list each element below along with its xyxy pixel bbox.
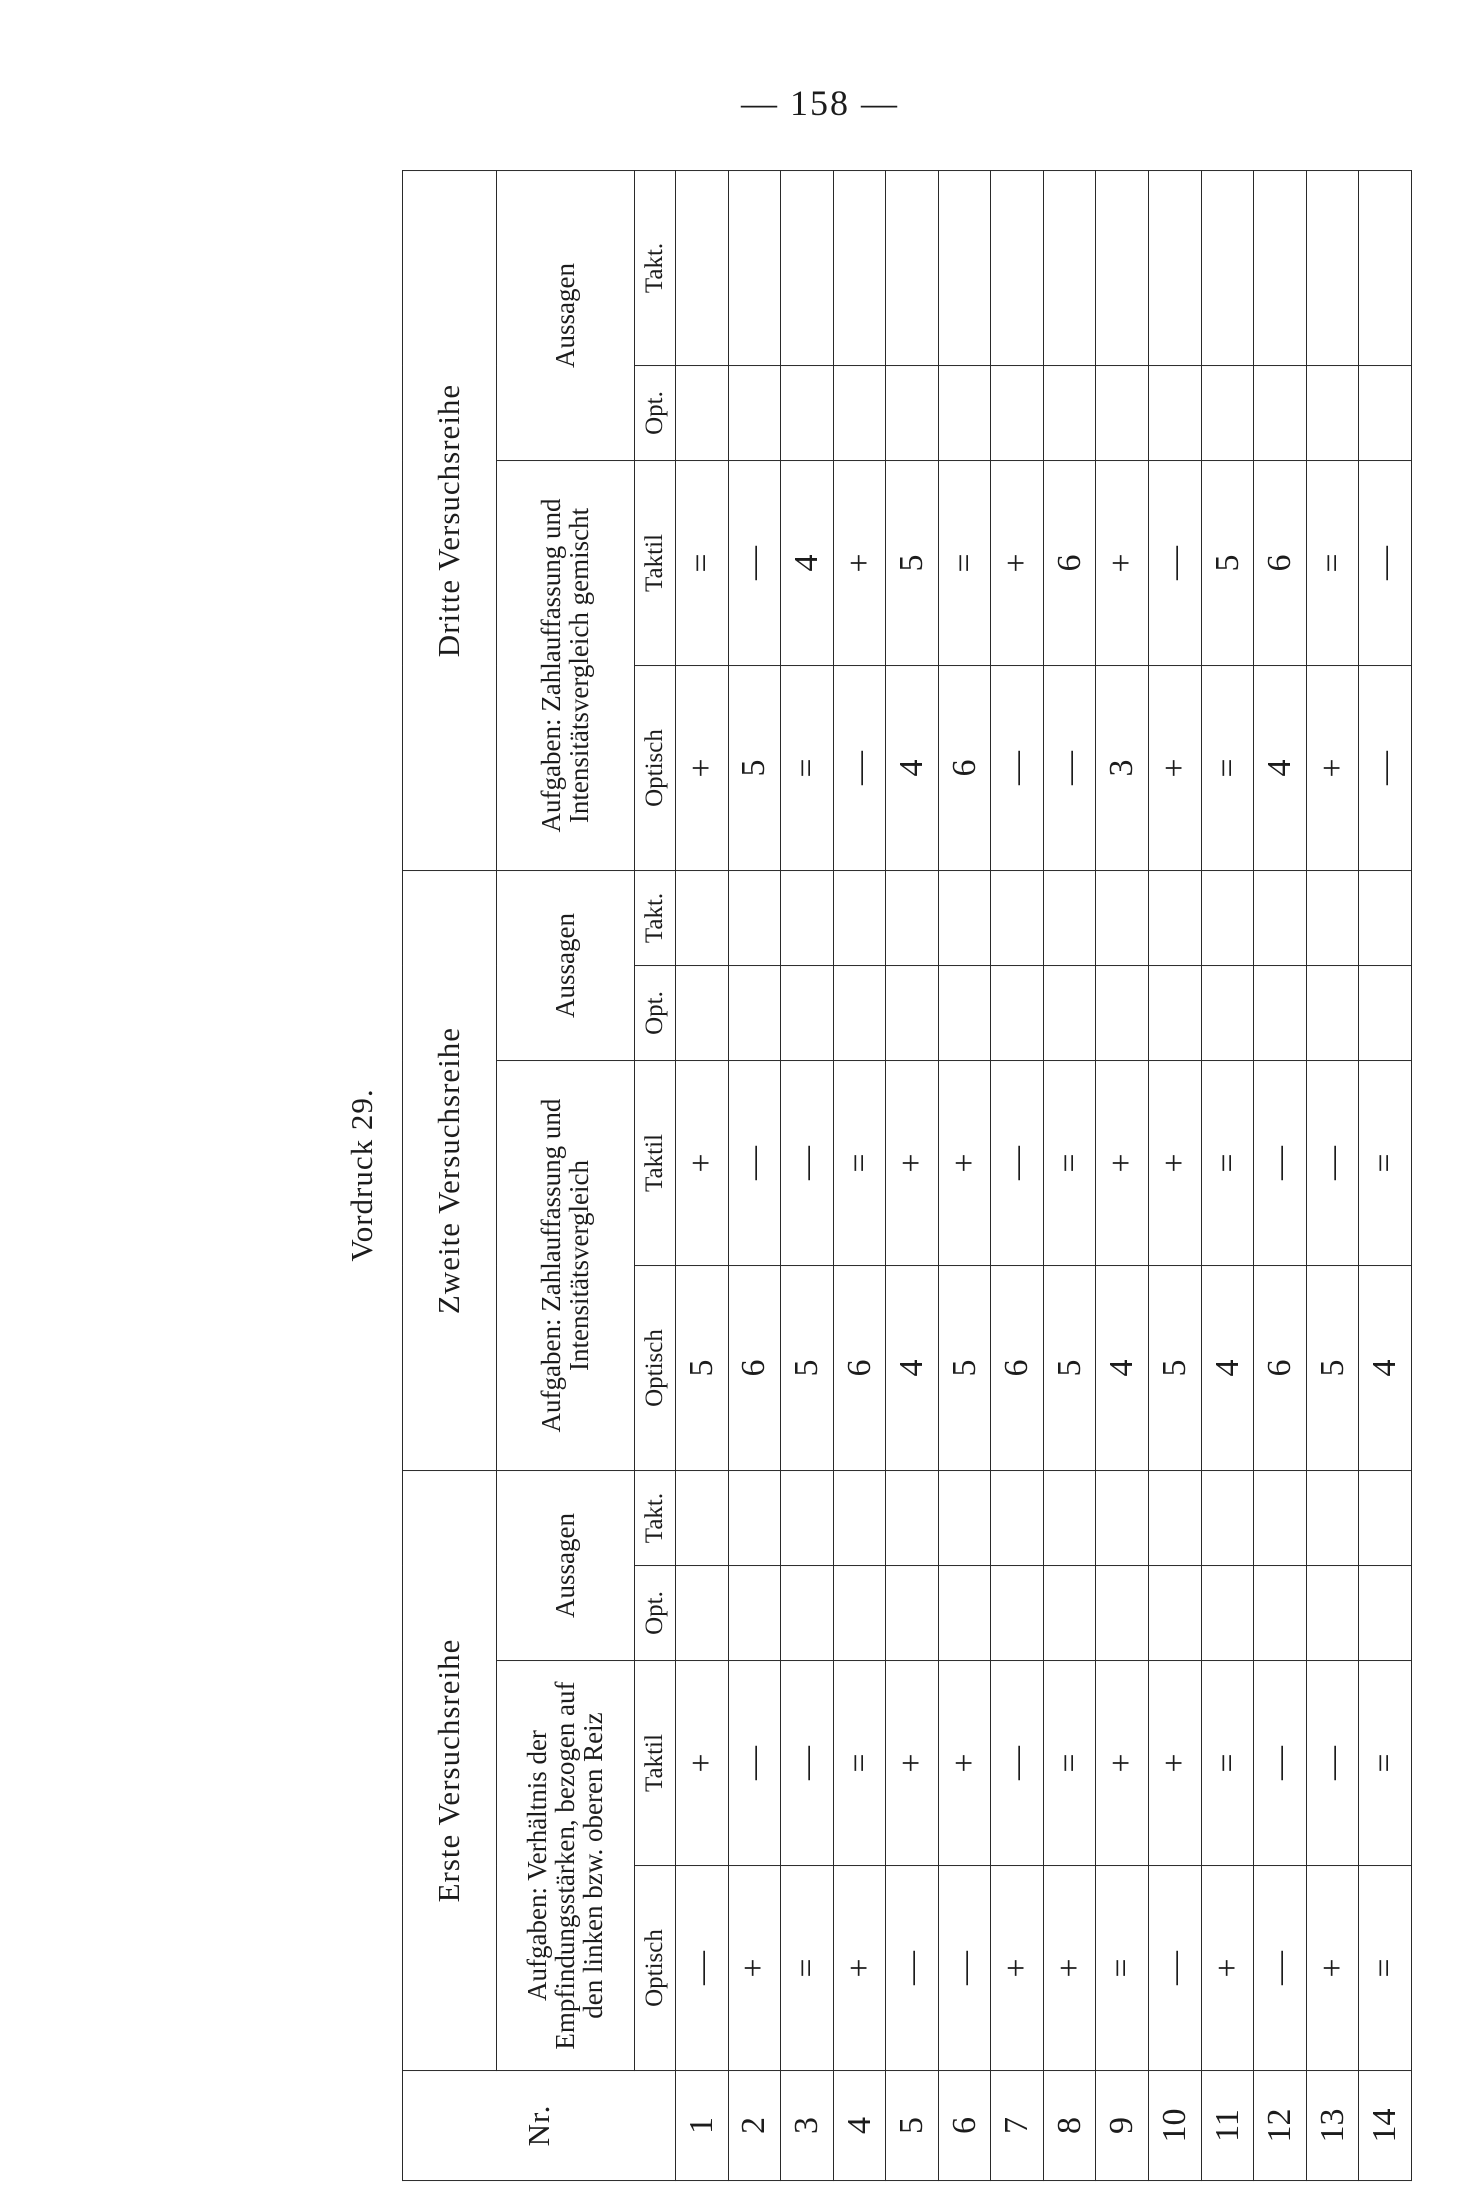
series-3-stmt-takt-cell: [938, 171, 991, 366]
table-row: [781, 171, 834, 2181]
series-1-col-stmt-opt: Opt.: [634, 1566, 675, 1661]
series-3-tactile-cell: 5: [1201, 461, 1254, 666]
series-1-stmt-opt-cell: [728, 1566, 781, 1661]
series-1-tactile-cell: —: [1254, 1661, 1307, 1866]
series-2-optical-cell: 5: [1043, 1266, 1096, 1471]
nr-cell: 13: [1306, 2071, 1359, 2181]
nr-cell: 1: [675, 2071, 728, 2181]
series-3-statements-header: Aussagen: [497, 171, 634, 461]
series-1-stmt-takt-cell: [728, 1471, 781, 1566]
series-3-stmt-takt-cell: [1201, 171, 1254, 366]
series-3-tactile-cell: 4: [781, 461, 834, 666]
series-3-stmt-takt-cell: [991, 171, 1044, 366]
series-3-stmt-takt-cell: [1043, 171, 1096, 366]
series-3-tactile-cell: —: [1149, 461, 1202, 666]
series-3-stmt-takt-cell: [1254, 171, 1307, 366]
series-2-stmt-opt-cell: [675, 966, 728, 1061]
series-2-stmt-takt-cell: [1149, 871, 1202, 966]
series-1-stmt-takt-cell: [1096, 1471, 1149, 1566]
series-2-optical-cell: 4: [1096, 1266, 1149, 1471]
rotated-form: [292, 170, 1412, 2180]
series-1-stmt-opt-cell: [1149, 1566, 1202, 1661]
series-2-stmt-takt-cell: [728, 871, 781, 966]
series-1-optical-cell: —: [675, 1866, 728, 2071]
series-2-statements-header: Aussagen: [497, 871, 634, 1061]
series-1-title: Erste Versuchsreihe: [403, 1471, 497, 2071]
series-1-tactile-cell: =: [1201, 1661, 1254, 1866]
series-1-tactile-cell: +: [1149, 1661, 1202, 1866]
series-1-optical-cell: +: [1306, 1866, 1359, 2071]
series-1-stmt-opt-cell: [886, 1566, 939, 1661]
nr-cell: 6: [938, 2071, 991, 2181]
series-1-stmt-opt-cell: [1359, 1566, 1412, 1661]
series-2-stmt-takt-cell: [833, 871, 886, 966]
series-3-stmt-takt-cell: [1306, 171, 1359, 366]
series-1-stmt-takt-cell: [1043, 1471, 1096, 1566]
series-2-tactile-cell: +: [1149, 1061, 1202, 1266]
series-3-title: Dritte Versuchsreihe: [403, 171, 497, 871]
series-3-stmt-opt-cell: [1096, 366, 1149, 461]
series-3-col-stmt-opt: Opt.: [634, 366, 675, 461]
series-1-stmt-opt-cell: [991, 1566, 1044, 1661]
series-1-optical-cell: =: [1359, 1866, 1412, 2071]
series-2-stmt-opt-cell: [781, 966, 834, 1061]
series-3-optical-cell: —: [833, 666, 886, 871]
series-1-optical-cell: +: [728, 1866, 781, 2071]
series-1-optical-cell: +: [1201, 1866, 1254, 2071]
series-1-tactile-cell: =: [1043, 1661, 1096, 1866]
series-3-optical-cell: =: [1201, 666, 1254, 871]
series-1-col-tactile: Taktil: [634, 1661, 675, 1866]
series-2-optical-cell: 6: [991, 1266, 1044, 1471]
series-3-optical-cell: —: [1359, 666, 1412, 871]
series-3-optical-cell: —: [1043, 666, 1096, 871]
series-2-optical-cell: 6: [833, 1266, 886, 1471]
series-2-stmt-opt-cell: [1359, 966, 1412, 1061]
series-3-stmt-takt-cell: [675, 171, 728, 366]
series-2-tactile-cell: —: [1254, 1061, 1307, 1266]
series-3-stmt-opt-cell: [1043, 366, 1096, 461]
series-2-optical-cell: 6: [728, 1266, 781, 1471]
series-1-stmt-takt-cell: [1254, 1471, 1307, 1566]
nr-cell: 14: [1359, 2071, 1412, 2181]
series-1-optical-cell: +: [1043, 1866, 1096, 2071]
series-3-optical-cell: 4: [886, 666, 939, 871]
series-1-stmt-opt-cell: [781, 1566, 834, 1661]
series-3-tactile-cell: 5: [886, 461, 939, 666]
series-2-stmt-opt-cell: [1149, 966, 1202, 1061]
series-1-tactile-cell: +: [886, 1661, 939, 1866]
series-1-stmt-takt-cell: [1359, 1471, 1412, 1566]
series-3-stmt-takt-cell: [1149, 171, 1202, 366]
series-3-optical-cell: =: [781, 666, 834, 871]
series-3-stmt-takt-cell: [1096, 171, 1149, 366]
table-row: [833, 171, 886, 2181]
series-3-stmt-opt-cell: [833, 366, 886, 461]
series-2-optical-cell: 6: [1254, 1266, 1307, 1471]
series-2-title: Zweite Versuchsreihe: [403, 871, 497, 1471]
nr-cell: 5: [886, 2071, 939, 2181]
series-2-stmt-opt-cell: [938, 966, 991, 1061]
series-3-optical-cell: —: [991, 666, 1044, 871]
series-3-col-stmt-takt: Takt.: [634, 171, 675, 366]
series-2-col-stmt-takt: Takt.: [634, 871, 675, 966]
table-row: [1201, 171, 1254, 2181]
series-3-stmt-opt-cell: [1149, 366, 1202, 461]
series-2-col-stmt-opt: Opt.: [634, 966, 675, 1061]
series-1-stmt-opt-cell: [1306, 1566, 1359, 1661]
subheader-row: [634, 171, 675, 2181]
series-1-stmt-takt-cell: [675, 1471, 728, 1566]
series-1-stmt-takt-cell: [1149, 1471, 1202, 1566]
series-2-stmt-opt-cell: [1306, 966, 1359, 1061]
series-1-stmt-opt-cell: [1201, 1566, 1254, 1661]
series-3-tactile-cell: =: [675, 461, 728, 666]
series-3-stmt-opt-cell: [1359, 366, 1412, 461]
series-1-stmt-opt-cell: [675, 1566, 728, 1661]
series-1-optical-cell: —: [938, 1866, 991, 2071]
series-2-tactile-cell: —: [728, 1061, 781, 1266]
series-3-stmt-takt-cell: [1359, 171, 1412, 366]
series-1-optical-cell: +: [833, 1866, 886, 2071]
series-2-stmt-takt-cell: [1359, 871, 1412, 966]
series-3-tactile-cell: —: [728, 461, 781, 666]
table-row: [938, 171, 991, 2181]
series-3-tactile-cell: =: [938, 461, 991, 666]
series-3-optical-cell: 6: [938, 666, 991, 871]
series-2-optical-cell: 5: [938, 1266, 991, 1471]
series-2-optical-cell: 4: [886, 1266, 939, 1471]
series-1-stmt-opt-cell: [938, 1566, 991, 1661]
table-row: [1306, 171, 1359, 2181]
series-2-optical-cell: 5: [675, 1266, 728, 1471]
series-2-stmt-takt-cell: [1096, 871, 1149, 966]
nr-cell: 4: [833, 2071, 886, 2181]
series-2-tactile-cell: +: [675, 1061, 728, 1266]
series-3-stmt-opt-cell: [675, 366, 728, 461]
series-2-optical-cell: 5: [1306, 1266, 1359, 1471]
table-row: [1043, 171, 1096, 2181]
series-2-stmt-takt-cell: [1201, 871, 1254, 966]
series-2-tactile-cell: =: [833, 1061, 886, 1266]
series-2-tactile-cell: —: [1306, 1061, 1359, 1266]
page-number: — 158 —: [741, 83, 899, 123]
nr-cell: 2: [728, 2071, 781, 2181]
series-1-tactile-cell: +: [675, 1661, 728, 1866]
series-2-tactile-cell: +: [938, 1061, 991, 1266]
series-1-stmt-takt-cell: [1306, 1471, 1359, 1566]
series-1-tactile-cell: —: [728, 1661, 781, 1866]
nr-cell: 3: [781, 2071, 834, 2181]
series-2-stmt-opt-cell: [833, 966, 886, 1061]
series-2-col-tactile: Taktil: [634, 1061, 675, 1266]
series-3-col-tactile: Taktil: [634, 461, 675, 666]
series-1-optical-cell: =: [1096, 1866, 1149, 2071]
series-2-col-optical: Optisch: [634, 1266, 675, 1471]
table-row: [886, 171, 939, 2181]
series-2-stmt-opt-cell: [886, 966, 939, 1061]
series-1-stmt-takt-cell: [938, 1471, 991, 1566]
series-3-col-optical: Optisch: [634, 666, 675, 871]
series-3-stmt-opt-cell: [938, 366, 991, 461]
series-2-task: Aufgaben: Zahlauffassung und Intensitätsvergleich: [497, 1061, 634, 1471]
series-2-stmt-opt-cell: [728, 966, 781, 1061]
series-3-optical-cell: 4: [1254, 666, 1307, 871]
table-row: [728, 171, 781, 2181]
series-2-stmt-takt-cell: [886, 871, 939, 966]
series-1-optical-cell: =: [781, 1866, 834, 2071]
series-2-tactile-cell: —: [781, 1061, 834, 1266]
series-2-optical-cell: 4: [1359, 1266, 1412, 1471]
table-row: [1096, 171, 1149, 2181]
series-2-stmt-takt-cell: [1254, 871, 1307, 966]
series-3-stmt-takt-cell: [833, 171, 886, 366]
series-3-optical-cell: +: [1149, 666, 1202, 871]
series-3-tactile-cell: 6: [1043, 461, 1096, 666]
series-1-optical-cell: —: [1149, 1866, 1202, 2071]
table-row: [1254, 171, 1307, 2181]
series-3-tactile-cell: +: [991, 461, 1044, 666]
series-2-optical-cell: 5: [781, 1266, 834, 1471]
series-2-tactile-cell: +: [886, 1061, 939, 1266]
series-2-tactile-cell: =: [1359, 1061, 1412, 1266]
series-2-stmt-opt-cell: [1043, 966, 1096, 1061]
series-2-tactile-cell: =: [1043, 1061, 1096, 1266]
series-1-optical-cell: +: [991, 1866, 1044, 2071]
series-1-statements-header: Aussagen: [497, 1471, 634, 1661]
nr-cell: 8: [1043, 2071, 1096, 2181]
series-2-tactile-cell: =: [1201, 1061, 1254, 1266]
series-1-col-stmt-takt: Takt.: [634, 1471, 675, 1566]
series-2-stmt-opt-cell: [1254, 966, 1307, 1061]
series-2-optical-cell: 5: [1149, 1266, 1202, 1471]
series-1-stmt-opt-cell: [1096, 1566, 1149, 1661]
series-3-stmt-opt-cell: [886, 366, 939, 461]
series-1-tactile-cell: +: [1096, 1661, 1149, 1866]
nr-cell: 7: [991, 2071, 1044, 2181]
series-3-stmt-opt-cell: [728, 366, 781, 461]
series-3-stmt-takt-cell: [886, 171, 939, 366]
series-1-optical-cell: —: [886, 1866, 939, 2071]
series-1-tactile-cell: +: [938, 1661, 991, 1866]
series-1-stmt-opt-cell: [833, 1566, 886, 1661]
series-1-tactile-cell: =: [833, 1661, 886, 1866]
series-3-stmt-opt-cell: [781, 366, 834, 461]
series-1-col-optical: Optisch: [634, 1866, 675, 2071]
series-3-tactile-cell: —: [1359, 461, 1412, 666]
series-2-stmt-takt-cell: [938, 871, 991, 966]
series-2-tactile-cell: —: [991, 1061, 1044, 1266]
series-3-task: Aufgaben: Zahlauffassung und Intensitätsvergleich gemischt: [497, 461, 634, 871]
series-1-optical-cell: —: [1254, 1866, 1307, 2071]
series-3-tactile-cell: +: [1096, 461, 1149, 666]
nr-cell: 12: [1254, 2071, 1307, 2181]
series-2-stmt-takt-cell: [1306, 871, 1359, 966]
series-3-optical-cell: +: [675, 666, 728, 871]
series-1-tactile-cell: —: [781, 1661, 834, 1866]
series-3-stmt-opt-cell: [1306, 366, 1359, 461]
series-3-stmt-takt-cell: [781, 171, 834, 366]
series-1-tactile-cell: —: [991, 1661, 1044, 1866]
series-3-tactile-cell: +: [833, 461, 886, 666]
series-3-stmt-opt-cell: [1201, 366, 1254, 461]
series-3-optical-cell: +: [1306, 666, 1359, 871]
nr-cell: 10: [1149, 2071, 1202, 2181]
series-3-tactile-cell: 6: [1254, 461, 1307, 666]
series-1-stmt-takt-cell: [991, 1471, 1044, 1566]
series-3-optical-cell: 3: [1096, 666, 1149, 871]
table-row: [675, 171, 728, 2181]
series-2-stmt-takt-cell: [991, 871, 1044, 966]
table-row: [991, 171, 1044, 2181]
series-1-tactile-cell: —: [1306, 1661, 1359, 1866]
series-1-stmt-takt-cell: [1201, 1471, 1254, 1566]
series-1-stmt-takt-cell: [833, 1471, 886, 1566]
series-header-row: [403, 171, 497, 2181]
series-2-stmt-opt-cell: [991, 966, 1044, 1061]
series-3-stmt-takt-cell: [728, 171, 781, 366]
series-2-optical-cell: 4: [1201, 1266, 1254, 1471]
series-3-tactile-cell: =: [1306, 461, 1359, 666]
results-table: [402, 170, 1412, 2181]
table-row: [1359, 171, 1412, 2181]
nr-cell: 9: [1096, 2071, 1149, 2181]
nr-cell: 11: [1201, 2071, 1254, 2181]
series-1-stmt-takt-cell: [886, 1471, 939, 1566]
series-1-task: Aufgaben: Verhältnis der Empfindungsstärken, bezogen auf den linken bzw. oberen Reiz: [497, 1661, 634, 2071]
series-3-optical-cell: 5: [728, 666, 781, 871]
series-2-stmt-opt-cell: [1096, 966, 1149, 1061]
task-header-row: [497, 171, 634, 2181]
series-3-stmt-opt-cell: [991, 366, 1044, 461]
series-3-stmt-opt-cell: [1254, 366, 1307, 461]
table-row: [1149, 171, 1202, 2181]
form-caption: Vordruck 29.: [344, 1088, 379, 1262]
series-1-stmt-takt-cell: [781, 1471, 834, 1566]
series-1-tactile-cell: =: [1359, 1661, 1412, 1866]
series-1-stmt-opt-cell: [1043, 1566, 1096, 1661]
nr-header: Nr.: [403, 2071, 676, 2181]
series-2-stmt-takt-cell: [781, 871, 834, 966]
series-2-stmt-takt-cell: [675, 871, 728, 966]
series-1-stmt-opt-cell: [1254, 1566, 1307, 1661]
series-2-tactile-cell: +: [1096, 1061, 1149, 1266]
series-2-stmt-opt-cell: [1201, 966, 1254, 1061]
series-2-stmt-takt-cell: [1043, 871, 1096, 966]
